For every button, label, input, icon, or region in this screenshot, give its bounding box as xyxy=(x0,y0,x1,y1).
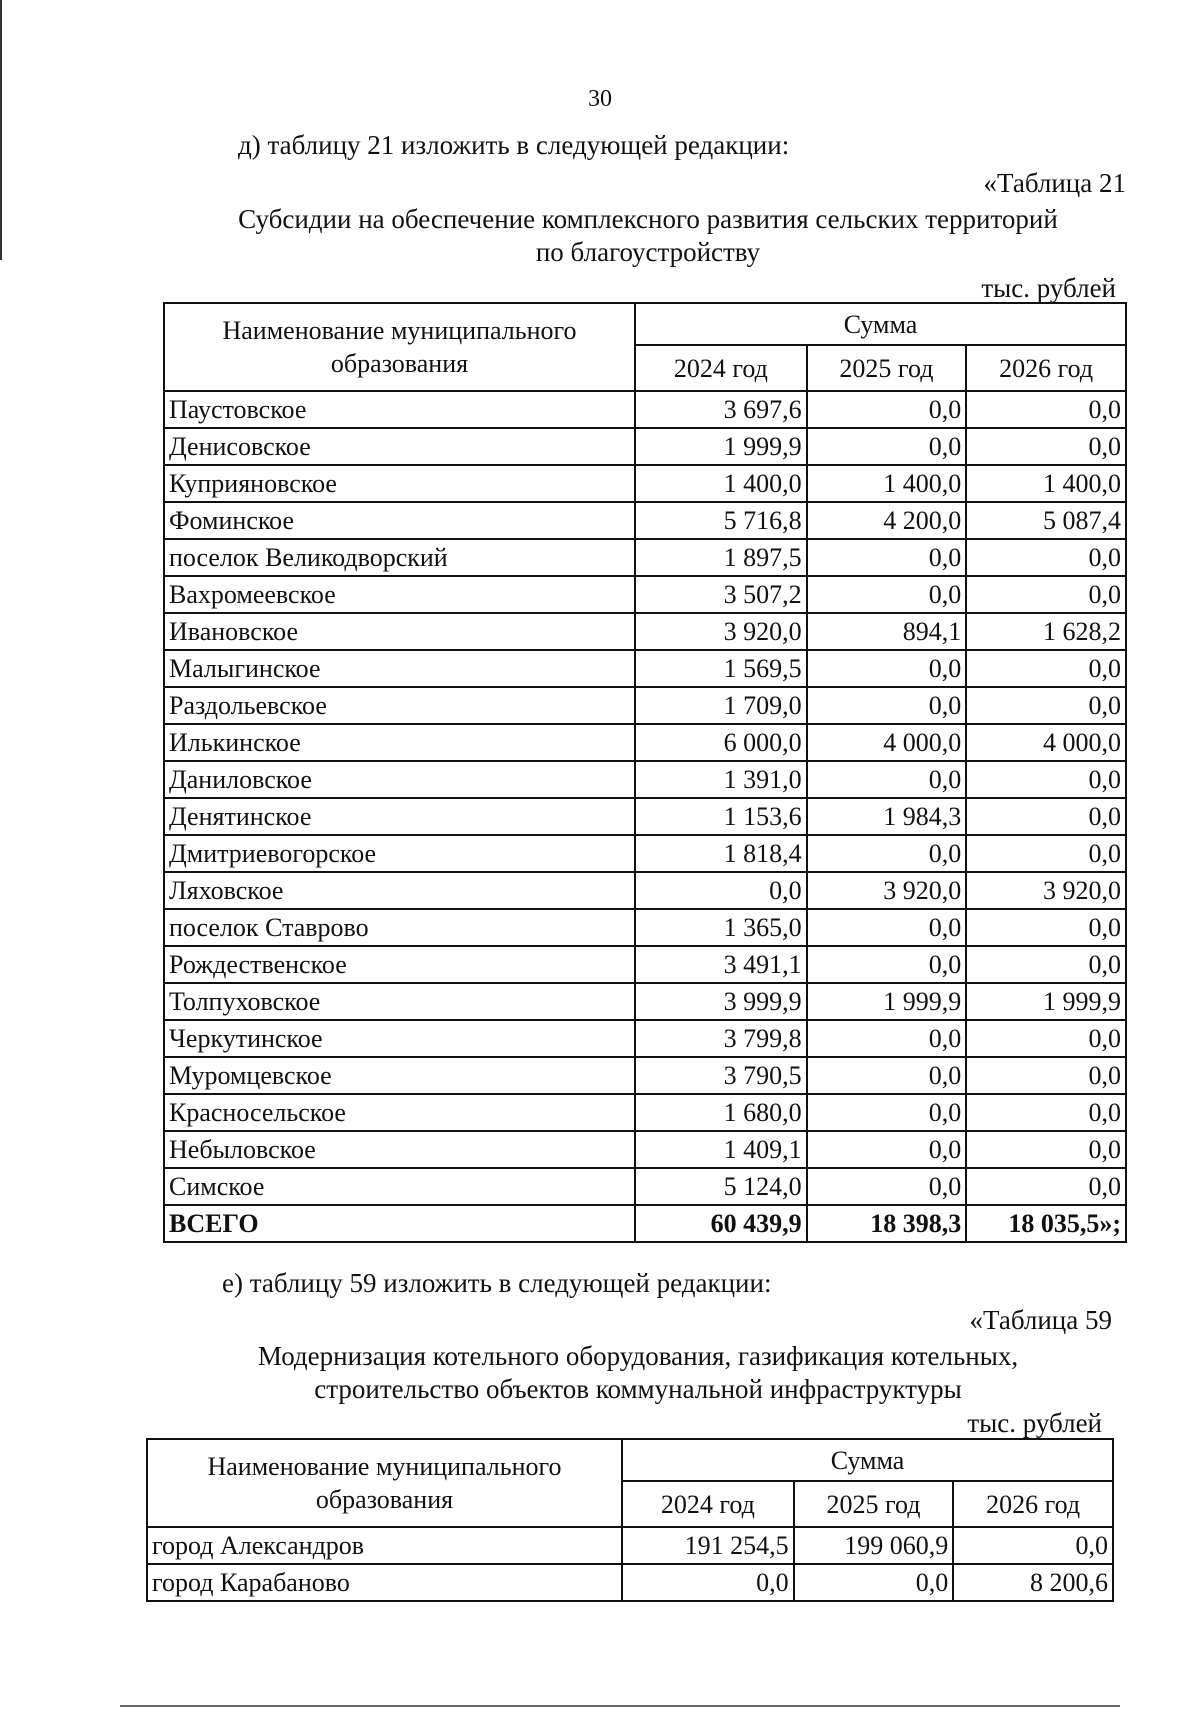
cell-2026: 0,0 xyxy=(953,1527,1113,1564)
cell-2026: 0,0 xyxy=(966,761,1126,798)
cell-2025: 0,0 xyxy=(807,946,967,983)
cell-municipality: Денятинское xyxy=(164,798,635,835)
cell-municipality: Рождественское xyxy=(164,946,635,983)
cell-2025: 0,0 xyxy=(807,1057,967,1094)
header-2025: 2025 год xyxy=(807,345,967,391)
cell-2025: 4 200,0 xyxy=(807,502,967,539)
cell-municipality: город Карабаново xyxy=(147,1564,622,1601)
table-row xyxy=(164,391,1126,428)
cell-2026: 8 200,6 xyxy=(953,1564,1113,1601)
cell-2025: 0,0 xyxy=(807,1131,967,1168)
cell-municipality: Вахромеевское xyxy=(164,576,635,613)
cell-2026: 0,0 xyxy=(966,1057,1126,1094)
cell-2026: 0,0 xyxy=(966,1094,1126,1131)
cell-2026: 0,0 xyxy=(966,1131,1126,1168)
page-number: 30 xyxy=(588,86,612,112)
table-row xyxy=(164,835,1126,872)
header-municipality: Наименование муниципального образования xyxy=(147,1439,622,1527)
scan-bottom-line xyxy=(120,1705,1120,1707)
header-2025: 2025 год xyxy=(794,1481,954,1527)
table-row xyxy=(164,1168,1126,1205)
cell-2025: 4 000,0 xyxy=(807,724,967,761)
total-row xyxy=(164,1205,1126,1242)
cell-2026: 0,0 xyxy=(966,909,1126,946)
cell-municipality: поселок Ставрово xyxy=(164,909,635,946)
cell-2024: 60 439,9 xyxy=(635,1205,807,1242)
cell-2025: 0,0 xyxy=(807,1020,967,1057)
table-21-body xyxy=(164,391,1126,1242)
table-row xyxy=(164,1057,1126,1094)
table-row xyxy=(164,909,1126,946)
cell-2025: 0,0 xyxy=(807,1168,967,1205)
cell-2025: 1 999,9 xyxy=(807,983,967,1020)
cell-2024: 5 124,0 xyxy=(635,1168,807,1205)
cell-2024: 5 716,8 xyxy=(635,502,807,539)
cell-municipality: Симское xyxy=(164,1168,635,1205)
cell-2024: 3 790,5 xyxy=(635,1057,807,1094)
cell-2026: 4 000,0 xyxy=(966,724,1126,761)
table-row xyxy=(164,613,1126,650)
header-2026: 2026 год xyxy=(966,345,1126,391)
table-row xyxy=(164,539,1126,576)
cell-2025: 894,1 xyxy=(807,613,967,650)
cell-2025: 0,0 xyxy=(807,539,967,576)
cell-municipality: Дмитриевогорское xyxy=(164,835,635,872)
scan-edge-line xyxy=(0,0,2,260)
table-row xyxy=(164,946,1126,983)
cell-2025: 0,0 xyxy=(807,835,967,872)
table-row xyxy=(147,1564,1113,1601)
table-21-label: «Таблица 21 xyxy=(983,168,1126,198)
cell-2024: 1 365,0 xyxy=(635,909,807,946)
cell-2025: 0,0 xyxy=(807,1094,967,1131)
cell-municipality: Илькинское xyxy=(164,724,635,761)
cell-municipality: Фоминское xyxy=(164,502,635,539)
table-row xyxy=(164,1020,1126,1057)
cell-2026: 0,0 xyxy=(966,391,1126,428)
header-2024: 2024 год xyxy=(622,1481,794,1527)
cell-municipality: Толпуховское xyxy=(164,983,635,1020)
cell-2026: 0,0 xyxy=(966,428,1126,465)
cell-municipality: Небыловское xyxy=(164,1131,635,1168)
cell-2024: 191 254,5 xyxy=(622,1527,794,1564)
table-row xyxy=(164,650,1126,687)
cell-municipality: Денисовское xyxy=(164,428,635,465)
table-59-body xyxy=(147,1527,1113,1601)
cell-2024: 0,0 xyxy=(635,872,807,909)
cell-2024: 0,0 xyxy=(622,1564,794,1601)
cell-2026: 0,0 xyxy=(966,576,1126,613)
cell-2026: 0,0 xyxy=(966,687,1126,724)
cell-2024: 1 680,0 xyxy=(635,1094,807,1131)
cell-municipality: Паустовское xyxy=(164,391,635,428)
table-row xyxy=(164,761,1126,798)
cell-2024: 1 569,5 xyxy=(635,650,807,687)
header-municipality: Наименование муниципального образования xyxy=(164,303,635,391)
cell-2024: 3 799,8 xyxy=(635,1020,807,1057)
table-row xyxy=(164,983,1126,1020)
table-row xyxy=(147,1527,1113,1564)
table-21 xyxy=(163,302,1127,1243)
section-e-intro: е) таблицу 59 изложить в следующей редакции: xyxy=(222,1268,772,1298)
cell-2026: 0,0 xyxy=(966,946,1126,983)
cell-2025: 0,0 xyxy=(807,909,967,946)
cell-2026: 5 087,4 xyxy=(966,502,1126,539)
cell-2025: 0,0 xyxy=(807,687,967,724)
table-row xyxy=(164,428,1126,465)
cell-2026: 0,0 xyxy=(966,835,1126,872)
cell-2024: 6 000,0 xyxy=(635,724,807,761)
table-row xyxy=(164,798,1126,835)
table-row xyxy=(164,724,1126,761)
table-row xyxy=(164,502,1126,539)
cell-2025: 0,0 xyxy=(807,650,967,687)
cell-municipality: Даниловское xyxy=(164,761,635,798)
cell-2025: 0,0 xyxy=(794,1564,954,1601)
cell-2026: 0,0 xyxy=(966,1168,1126,1205)
cell-municipality: Раздольевское xyxy=(164,687,635,724)
cell-2024: 1 999,9 xyxy=(635,428,807,465)
cell-2026: 1 999,9 xyxy=(966,983,1126,1020)
cell-2025: 1 984,3 xyxy=(807,798,967,835)
table-row xyxy=(164,1094,1126,1131)
cell-municipality: Ляховское xyxy=(164,872,635,909)
table-59-title-line2: строительство объектов коммунальной инфраструктуры xyxy=(314,1374,962,1404)
table-row xyxy=(164,872,1126,909)
table-row xyxy=(164,576,1126,613)
cell-2026: 1 628,2 xyxy=(966,613,1126,650)
table-row xyxy=(164,465,1126,502)
cell-2025: 1 400,0 xyxy=(807,465,967,502)
table-59 xyxy=(146,1438,1114,1602)
cell-2025: 18 398,3 xyxy=(807,1205,967,1242)
table-59-unit: тыс. рублей xyxy=(967,1408,1102,1438)
cell-municipality: поселок Великодворский xyxy=(164,539,635,576)
cell-municipality: Красносельское xyxy=(164,1094,635,1131)
cell-2025: 0,0 xyxy=(807,761,967,798)
table-59-label: «Таблица 59 xyxy=(969,1305,1112,1335)
cell-2025: 0,0 xyxy=(807,428,967,465)
cell-municipality: Малыгинское xyxy=(164,650,635,687)
cell-2026: 3 920,0 xyxy=(966,872,1126,909)
cell-2024: 3 920,0 xyxy=(635,613,807,650)
table-row xyxy=(164,687,1126,724)
cell-2024: 3 491,1 xyxy=(635,946,807,983)
cell-2024: 3 999,9 xyxy=(635,983,807,1020)
table-21-unit: тыс. рублей xyxy=(981,273,1116,303)
cell-2026: 0,0 xyxy=(966,539,1126,576)
cell-2025: 199 060,9 xyxy=(794,1527,954,1564)
cell-2026: 1 400,0 xyxy=(966,465,1126,502)
cell-2026: 0,0 xyxy=(966,1020,1126,1057)
cell-2026: 0,0 xyxy=(966,650,1126,687)
cell-2024: 1 818,4 xyxy=(635,835,807,872)
header-sum: Сумма xyxy=(622,1439,1113,1481)
cell-municipality: Ивановское xyxy=(164,613,635,650)
header-2024: 2024 год xyxy=(635,345,807,391)
cell-2026: 0,0 xyxy=(966,798,1126,835)
cell-municipality: город Александров xyxy=(147,1527,622,1564)
cell-2025: 0,0 xyxy=(807,576,967,613)
cell-2024: 1 709,0 xyxy=(635,687,807,724)
cell-2024: 1 400,0 xyxy=(635,465,807,502)
cell-2024: 1 409,1 xyxy=(635,1131,807,1168)
cell-2024: 1 897,5 xyxy=(635,539,807,576)
cell-2024: 3 507,2 xyxy=(635,576,807,613)
cell-municipality: ВСЕГО xyxy=(164,1205,635,1242)
table-21-title-line2: по благоустройству xyxy=(535,237,761,267)
cell-municipality: Куприяновское xyxy=(164,465,635,502)
header-sum: Сумма xyxy=(635,303,1126,345)
cell-2026: 18 035,5»; xyxy=(966,1205,1126,1242)
cell-2024: 1 391,0 xyxy=(635,761,807,798)
header-2026: 2026 год xyxy=(953,1481,1113,1527)
table-59-title-line1: Модернизация котельного оборудования, газификация котельных, xyxy=(257,1341,1019,1371)
section-d-intro: д) таблицу 21 изложить в следующей редакции: xyxy=(238,130,790,160)
cell-2025: 0,0 xyxy=(807,391,967,428)
cell-municipality: Муромцевское xyxy=(164,1057,635,1094)
cell-2024: 3 697,6 xyxy=(635,391,807,428)
table-row xyxy=(164,1131,1126,1168)
cell-2024: 1 153,6 xyxy=(635,798,807,835)
table-21-title-line1: Субсидии на обеспечение комплексного развития сельских территорий xyxy=(238,204,1058,234)
cell-municipality: Черкутинское xyxy=(164,1020,635,1057)
cell-2025: 3 920,0 xyxy=(807,872,967,909)
